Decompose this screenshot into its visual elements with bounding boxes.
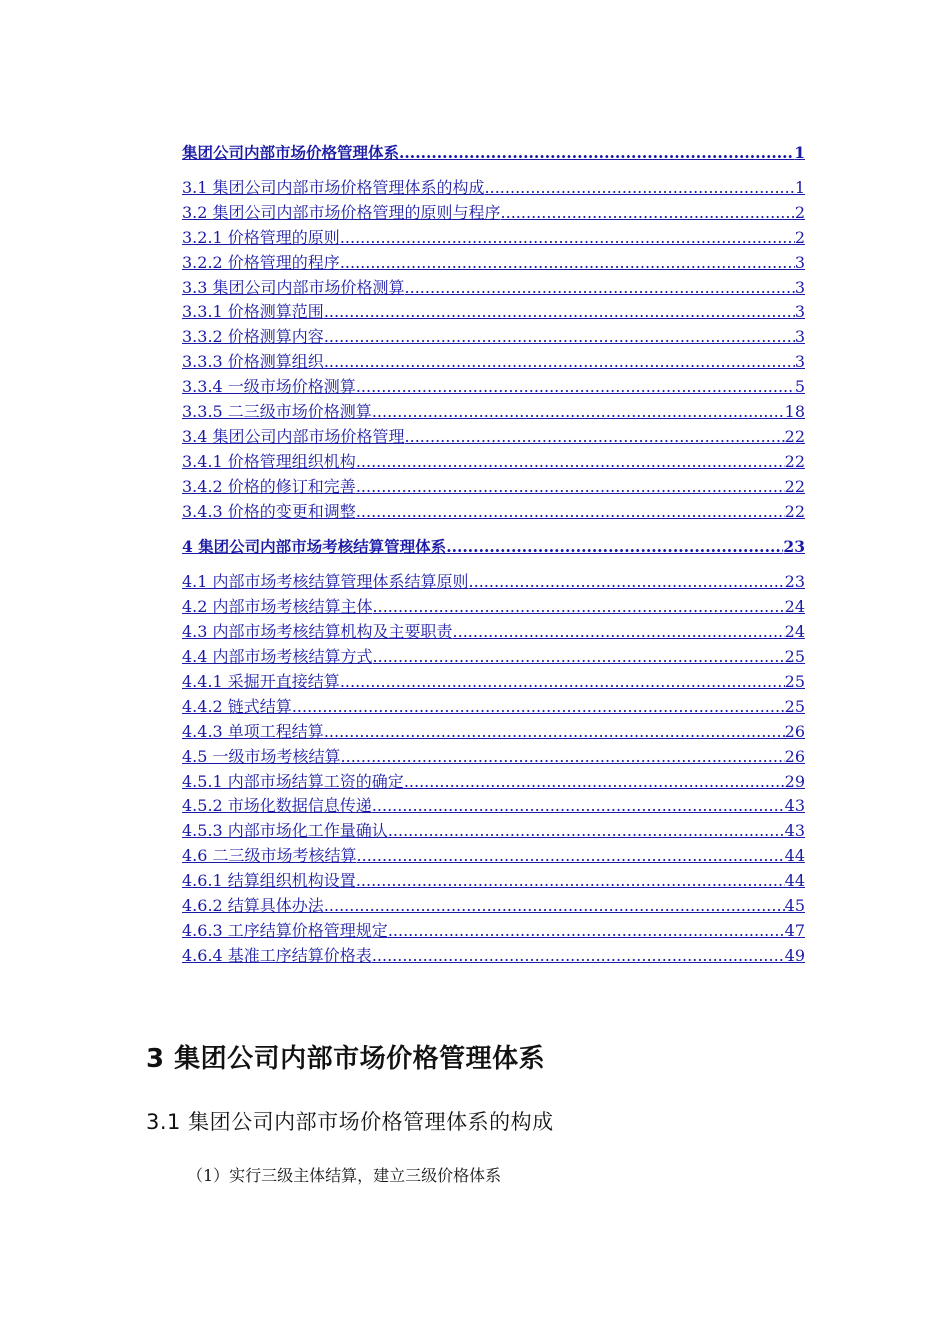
toc-entry-page: 22 <box>784 426 805 446</box>
toc-entry[interactable] <box>182 944 805 969</box>
toc-entry-page: 2 <box>794 202 805 222</box>
toc-entry[interactable] <box>182 745 805 770</box>
toc-entry-page: 1 <box>794 177 805 197</box>
toc-entry-title: 3.4.3 价格的变更和调整 <box>182 501 356 521</box>
toc-entry-page: 23 <box>784 572 805 592</box>
toc-leader-dots <box>388 819 785 844</box>
toc-leader-dots <box>357 844 785 869</box>
toc-leader-dots <box>324 300 795 325</box>
toc-entry-page: 3 <box>794 352 805 372</box>
toc-entry-title: 3.2.1 价格管理的原则 <box>182 227 340 247</box>
toc-entry-title: 4.4 内部市场考核结算方式 <box>182 647 373 667</box>
toc-entry-title: 4.5.2 市场化数据信息传递 <box>182 796 372 816</box>
toc-leader-dots <box>372 400 785 425</box>
toc-entry[interactable] <box>182 819 805 844</box>
toc-entry[interactable] <box>182 375 805 400</box>
toc-entry[interactable] <box>182 300 805 325</box>
toc-entry-page: 22 <box>784 501 805 521</box>
toc-entry[interactable] <box>182 201 805 226</box>
toc-entry-title: 4 集团公司内部市场考核结算管理体系 <box>182 537 447 557</box>
toc-entry[interactable] <box>182 919 805 944</box>
toc-leader-dots <box>340 670 785 695</box>
table-of-contents <box>182 139 805 969</box>
toc-entry-title: 4.5.3 内部市场化工作量确认 <box>182 821 388 841</box>
toc-leader-dots <box>324 350 795 375</box>
toc-entry-title: 4.6.1 结算组织机构设置 <box>182 871 356 891</box>
toc-entry-page: 24 <box>784 597 805 617</box>
toc-leader-dots <box>356 450 785 475</box>
toc-entry-page: 26 <box>784 746 805 766</box>
toc-entry[interactable] <box>182 350 805 375</box>
toc-entry-page: 3 <box>794 252 805 272</box>
toc-entry[interactable] <box>182 400 805 425</box>
toc-entry-page: 49 <box>784 945 805 965</box>
toc-entry-title: 4.6.4 基准工序结算价格表 <box>182 945 372 965</box>
toc-leader-dots <box>446 533 783 561</box>
toc-entry-page: 3 <box>794 277 805 297</box>
toc-leader-dots <box>324 720 785 745</box>
toc-entry[interactable] <box>182 894 805 919</box>
toc-entry-page: 23 <box>783 537 805 557</box>
toc-entry-page: 18 <box>784 402 805 421</box>
toc-entry[interactable] <box>182 770 805 795</box>
toc-leader-dots <box>372 944 785 969</box>
toc-entry-page: 22 <box>784 451 805 471</box>
toc-entry[interactable] <box>182 533 805 561</box>
toc-entry[interactable] <box>182 226 805 251</box>
toc-entry-title: 4.4.1 采掘开直接结算 <box>182 672 340 692</box>
toc-entry[interactable] <box>182 670 805 695</box>
toc-entry[interactable] <box>182 450 805 475</box>
toc-entry[interactable] <box>182 276 805 301</box>
toc-entry-title: 4.4.3 单项工程结算 <box>182 721 324 741</box>
toc-leader-dots <box>372 794 785 819</box>
toc-entry-title: 4.6.3 工序结算价格管理规定 <box>182 920 388 940</box>
toc-leader-dots <box>356 500 785 525</box>
toc-entry[interactable] <box>182 139 805 167</box>
toc-entry-title: 集团公司内部市场价格管理体系 <box>182 143 400 162</box>
toc-entry-title: 4.5.1 内部市场结算工资的确定 <box>182 771 404 791</box>
toc-entry-page: 47 <box>784 920 805 940</box>
toc-entry-page: 25 <box>784 647 805 667</box>
section-heading-3: 3 集团公司内部市场价格管理体系 <box>146 1044 546 1074</box>
toc-leader-dots <box>485 176 795 201</box>
toc-entry[interactable] <box>182 325 805 350</box>
toc-entry-title: 4.5 一级市场考核结算 <box>182 746 341 766</box>
toc-entry[interactable] <box>182 500 805 525</box>
toc-entry-page: 5 <box>794 377 805 397</box>
toc-entry[interactable] <box>182 425 805 450</box>
toc-entry-page: 2 <box>794 227 805 247</box>
toc-entry[interactable] <box>182 720 805 745</box>
toc-entry-title: 3.3.1 价格测算范围 <box>182 302 324 322</box>
toc-entry[interactable] <box>182 620 805 645</box>
toc-entry[interactable] <box>182 869 805 894</box>
toc-leader-dots <box>501 201 795 226</box>
toc-entry-page: 29 <box>784 771 805 791</box>
toc-leader-dots <box>453 620 785 645</box>
subsection-heading-3-1: 3.1 集团公司内部市场价格管理体系的构成 <box>146 1110 554 1134</box>
toc-entry-page: 25 <box>784 672 805 692</box>
toc-entry-page: 45 <box>784 896 805 916</box>
toc-entry-page: 25 <box>784 696 805 716</box>
toc-leader-dots <box>324 325 795 350</box>
toc-entry[interactable] <box>182 595 805 620</box>
toc-entry-title: 4.4.2 链式结算 <box>182 696 292 716</box>
toc-entry-page: 44 <box>784 871 805 891</box>
toc-leader-dots <box>356 375 795 400</box>
toc-entry-title: 3.3.3 价格测算组织 <box>182 352 324 372</box>
toc-entry-page: 26 <box>784 721 805 741</box>
toc-entry[interactable] <box>182 251 805 276</box>
toc-leader-dots <box>356 869 785 894</box>
toc-leader-dots <box>292 695 785 720</box>
toc-leader-dots <box>404 770 785 795</box>
toc-entry-page: 43 <box>784 821 805 841</box>
toc-entry-title: 4.6 二三级市场考核结算 <box>182 846 357 866</box>
toc-entry-title: 3.1 集团公司内部市场价格管理体系的构成 <box>182 177 485 197</box>
toc-leader-dots <box>388 919 785 944</box>
toc-entry-page: 43 <box>784 796 805 816</box>
toc-entry[interactable] <box>182 645 805 670</box>
toc-entry[interactable] <box>182 570 805 595</box>
toc-leader-dots <box>340 226 795 251</box>
toc-leader-dots <box>399 139 794 167</box>
toc-entry-page: 24 <box>784 622 805 642</box>
toc-entry-title: 4.1 内部市场考核结算管理体系结算原则 <box>182 572 469 592</box>
toc-entry[interactable] <box>182 794 805 819</box>
toc-entry-page: 44 <box>784 846 805 866</box>
toc-leader-dots <box>324 894 785 919</box>
toc-entry-title: 4.6.2 结算具体办法 <box>182 896 324 916</box>
toc-entry[interactable] <box>182 176 805 201</box>
toc-leader-dots <box>469 570 785 595</box>
toc-entry-title: 3.4.1 价格管理组织机构 <box>182 451 356 471</box>
toc-entry[interactable] <box>182 475 805 500</box>
toc-entry-title: 4.3 内部市场考核结算机构及主要职责 <box>182 622 453 642</box>
body-paragraph: （1）实行三级主体结算，建立三级价格体系 <box>187 1166 502 1185</box>
toc-entry-title: 3.3.5 二三级市场价格测算 <box>182 402 372 421</box>
toc-leader-dots <box>405 425 785 450</box>
toc-entry-title: 3.4 集团公司内部市场价格管理 <box>182 426 405 446</box>
toc-entry-title: 3.3.4 一级市场价格测算 <box>182 377 356 397</box>
toc-leader-dots <box>405 276 795 301</box>
toc-entry-page: 3 <box>794 302 805 322</box>
toc-entry-page: 1 <box>794 143 805 162</box>
toc-entry-title: 3.3 集团公司内部市场价格测算 <box>182 277 405 297</box>
toc-entry-page: 3 <box>794 327 805 347</box>
toc-entry-title: 3.2 集团公司内部市场价格管理的原则与程序 <box>182 202 501 222</box>
toc-entry-title: 3.4.2 价格的修订和完善 <box>182 476 356 496</box>
toc-entry-page: 22 <box>784 476 805 496</box>
toc-leader-dots <box>356 475 785 500</box>
toc-entry[interactable] <box>182 844 805 869</box>
toc-leader-dots <box>340 251 795 276</box>
toc-entry-title: 3.2.2 价格管理的程序 <box>182 252 340 272</box>
toc-leader-dots <box>373 595 785 620</box>
toc-entry-title: 4.2 内部市场考核结算主体 <box>182 597 373 617</box>
toc-leader-dots <box>373 645 785 670</box>
toc-entry[interactable] <box>182 695 805 720</box>
toc-leader-dots <box>341 745 785 770</box>
toc-entry-title: 3.3.2 价格测算内容 <box>182 327 324 347</box>
